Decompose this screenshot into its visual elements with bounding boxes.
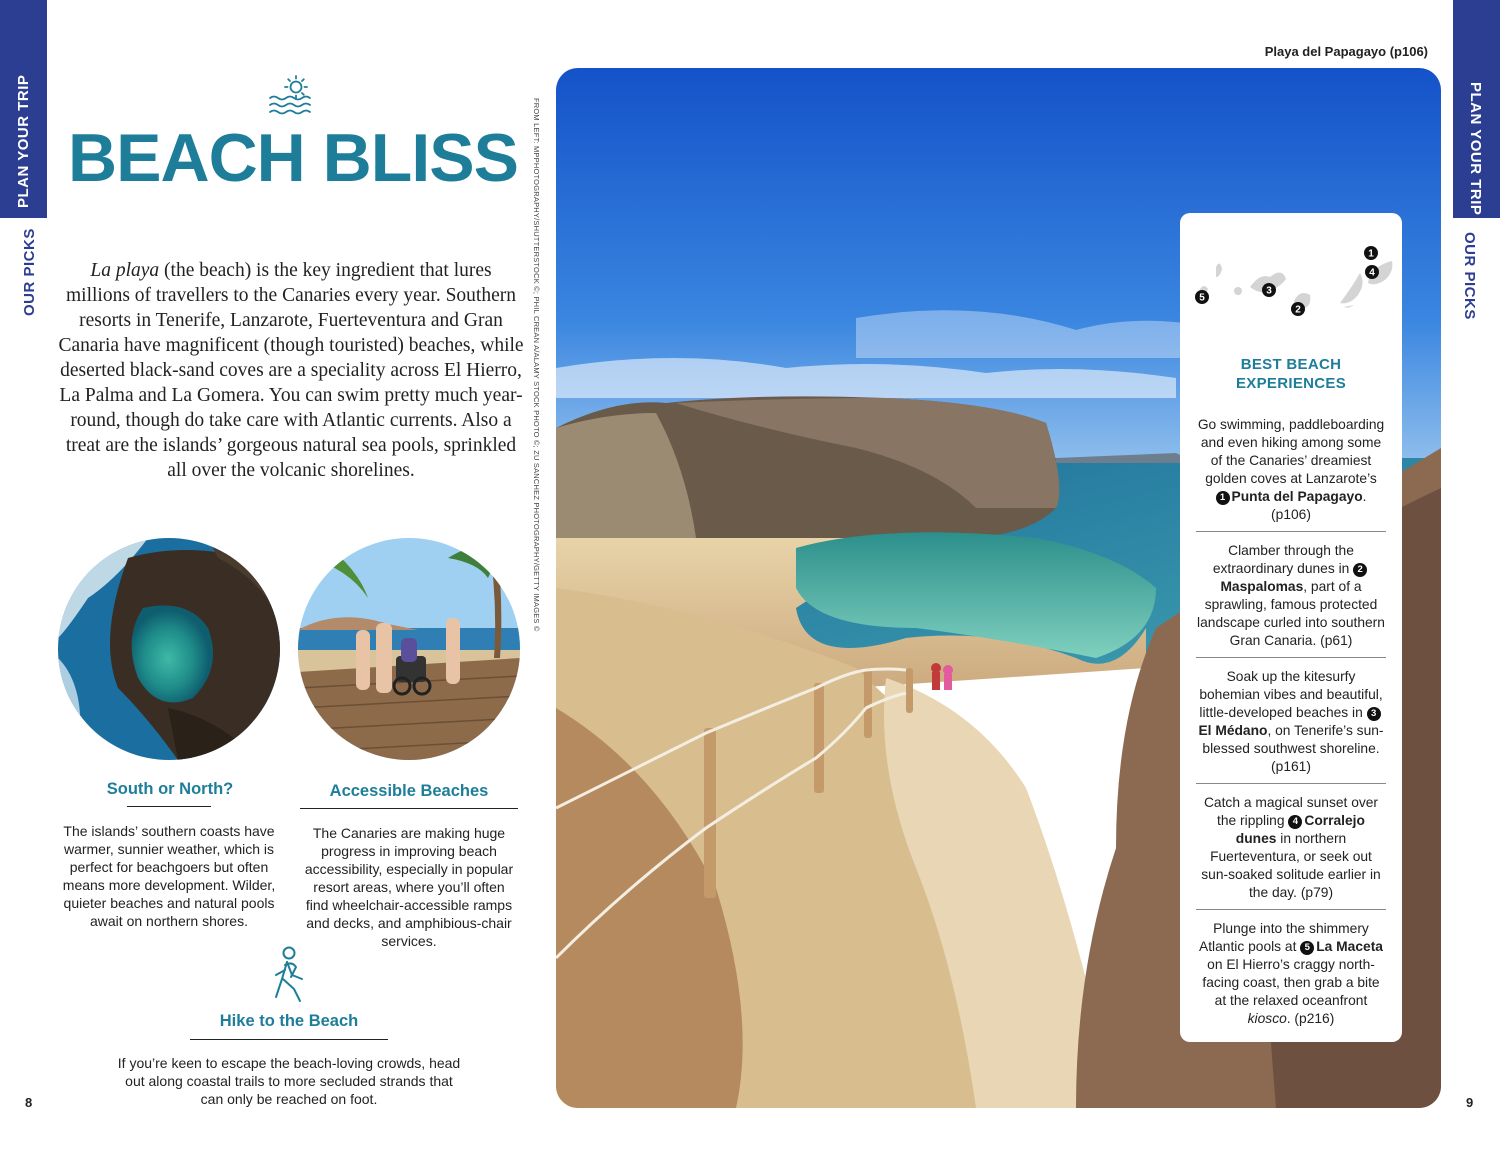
item-marker: 5	[1300, 941, 1314, 955]
item-text-end: , on Tenerife’s sun-blessed southwest shoreline. (p161)	[1202, 723, 1384, 774]
item-marker: 1	[1216, 491, 1230, 505]
hike-heading: Hike to the Beach	[219, 1012, 359, 1030]
item-marker: 2	[1353, 563, 1367, 577]
item-text: Catch a magical sunset over the rippling	[1203, 795, 1379, 828]
item-text: Soak up the kitesurfy bohemian vibes and beautiful, little-developed beaches in	[1199, 669, 1383, 720]
item-text-end: . (p216)	[1286, 1011, 1335, 1026]
intro-italic-lead: La playa	[90, 260, 160, 281]
item-italic: kiosco	[1247, 1011, 1287, 1026]
item-marker: 4	[1288, 815, 1302, 829]
item-text: Clamber through the extraordinary dunes in	[1212, 543, 1354, 576]
map-marker-4: 4	[1369, 267, 1375, 279]
map-marker-3: 3	[1266, 285, 1272, 297]
item-text-end: in northern Fuerteventura, or seek out sun-soaked solitude earlier in the day. (p79)	[1201, 831, 1381, 900]
item-text-end: . (p106)	[1271, 489, 1367, 522]
item-place: Maspalomas	[1220, 579, 1304, 594]
accessible-heading: Accessible Beaches	[329, 782, 489, 800]
item-marker: 3	[1367, 707, 1381, 721]
subsection-label-left: OUR PICKS	[21, 228, 38, 316]
item-divider	[1196, 531, 1386, 532]
accessible-body: The Canaries are making huge progress in improving beach accessibility, especially in popular resort areas, where you’ll often find wheelchair-accessible ramps and decks, and amphibious-chair services.	[304, 825, 514, 949]
hike-rule	[190, 1039, 388, 1040]
experience-item-5	[1196, 920, 1386, 1028]
item-divider	[1196, 783, 1386, 784]
intro-text: (the beach) is the key ingredient that lures millions of travellers to the Canaries every year. Southern resorts in Tenerife, Lanzarote, Fuerteventura and Gran Canaria have magnificent (though touristed) beaches, while deserted black-sand coves are a speciality across El Hierro, La Palma and La Gomera. You can swim pretty much year-round, though do take care with Atlantic currents. Also a treat are the islands’ gorgeous natural sea pools, sprinkled all over the volcanic shorelines.	[58, 260, 524, 481]
islands-map	[1190, 243, 1400, 333]
south-north-heading: South or North?	[106, 780, 234, 798]
section-label-left: PLAN YOUR TRIP	[15, 74, 32, 208]
item-text-end: , part of a sprawling, famous protected landscape curled into southern Gran Canaria. (p61)	[1197, 579, 1385, 648]
experience-item-1	[1196, 416, 1386, 524]
item-text: Plunge into the shimmery Atlantic pools at	[1199, 921, 1369, 954]
south-north-body: The islands’ southern coasts have warmer, sunnier weather, which is perfect for beachgoers but often means more development. Wilder, quieter beaches and natural pools await on northern shores.	[62, 823, 276, 929]
sea-pool-photo	[58, 538, 280, 760]
item-place: Corralejo dunes	[1235, 813, 1365, 846]
section-label-right: PLAN YOUR TRIP	[1467, 82, 1484, 216]
best-beach-card	[1180, 213, 1402, 1042]
south-north-rule	[127, 806, 211, 807]
item-place: La Maceta	[1316, 939, 1383, 954]
map-marker-1: 1	[1368, 248, 1374, 260]
page-number-left: 8	[25, 1095, 33, 1110]
photo-credit: FROM LEFT: MPPHOTOGRAPHY/SHUTTERSTOCK ©; PHIL CREAN A/ALAMY STOCK PHOTO ©; ZU SANCHEZ PHOTOGRAPHY/GETTY IMAGES ©	[532, 98, 541, 632]
page-number-right: 9	[1466, 1095, 1474, 1110]
item-divider	[1196, 657, 1386, 658]
intro-paragraph	[56, 258, 526, 483]
sun-waves-icon	[266, 74, 314, 118]
hiker-icon	[270, 945, 308, 1005]
item-divider	[1196, 909, 1386, 910]
hike-body: If you’re keen to escape the beach-loving crowds, head out along coastal trails to more secluded strands that can only be reached on foot.	[117, 1055, 461, 1107]
experience-item-2	[1196, 542, 1386, 650]
item-text: Go swimming, paddleboarding and even hiking among some of the Canaries’ dreamiest golden coves at Lanzarote’s	[1197, 417, 1385, 486]
card-heading-line1: BEST BEACH	[1240, 356, 1342, 373]
map-marker-2: 2	[1295, 304, 1301, 316]
page-title: BEACH BLISS	[68, 120, 518, 196]
item-text-mid: on El Hierro’s craggy north-facing coast, then grab a bite at the relaxed oceanfront	[1202, 957, 1380, 1008]
item-place: Punta del Papagayo	[1231, 489, 1363, 504]
item-place: El Médano	[1198, 723, 1268, 738]
promenade-photo	[298, 538, 520, 760]
photo-caption: Playa del Papagayo (p106)	[1264, 44, 1428, 59]
experience-item-4	[1196, 794, 1386, 902]
accessible-rule	[300, 808, 518, 809]
card-heading	[1180, 355, 1402, 393]
subsection-label-right: OUR PICKS	[1461, 232, 1478, 320]
map-marker-5: 5	[1199, 292, 1205, 304]
card-heading-line2: EXPERIENCES	[1236, 375, 1346, 392]
experience-item-3	[1196, 668, 1386, 776]
